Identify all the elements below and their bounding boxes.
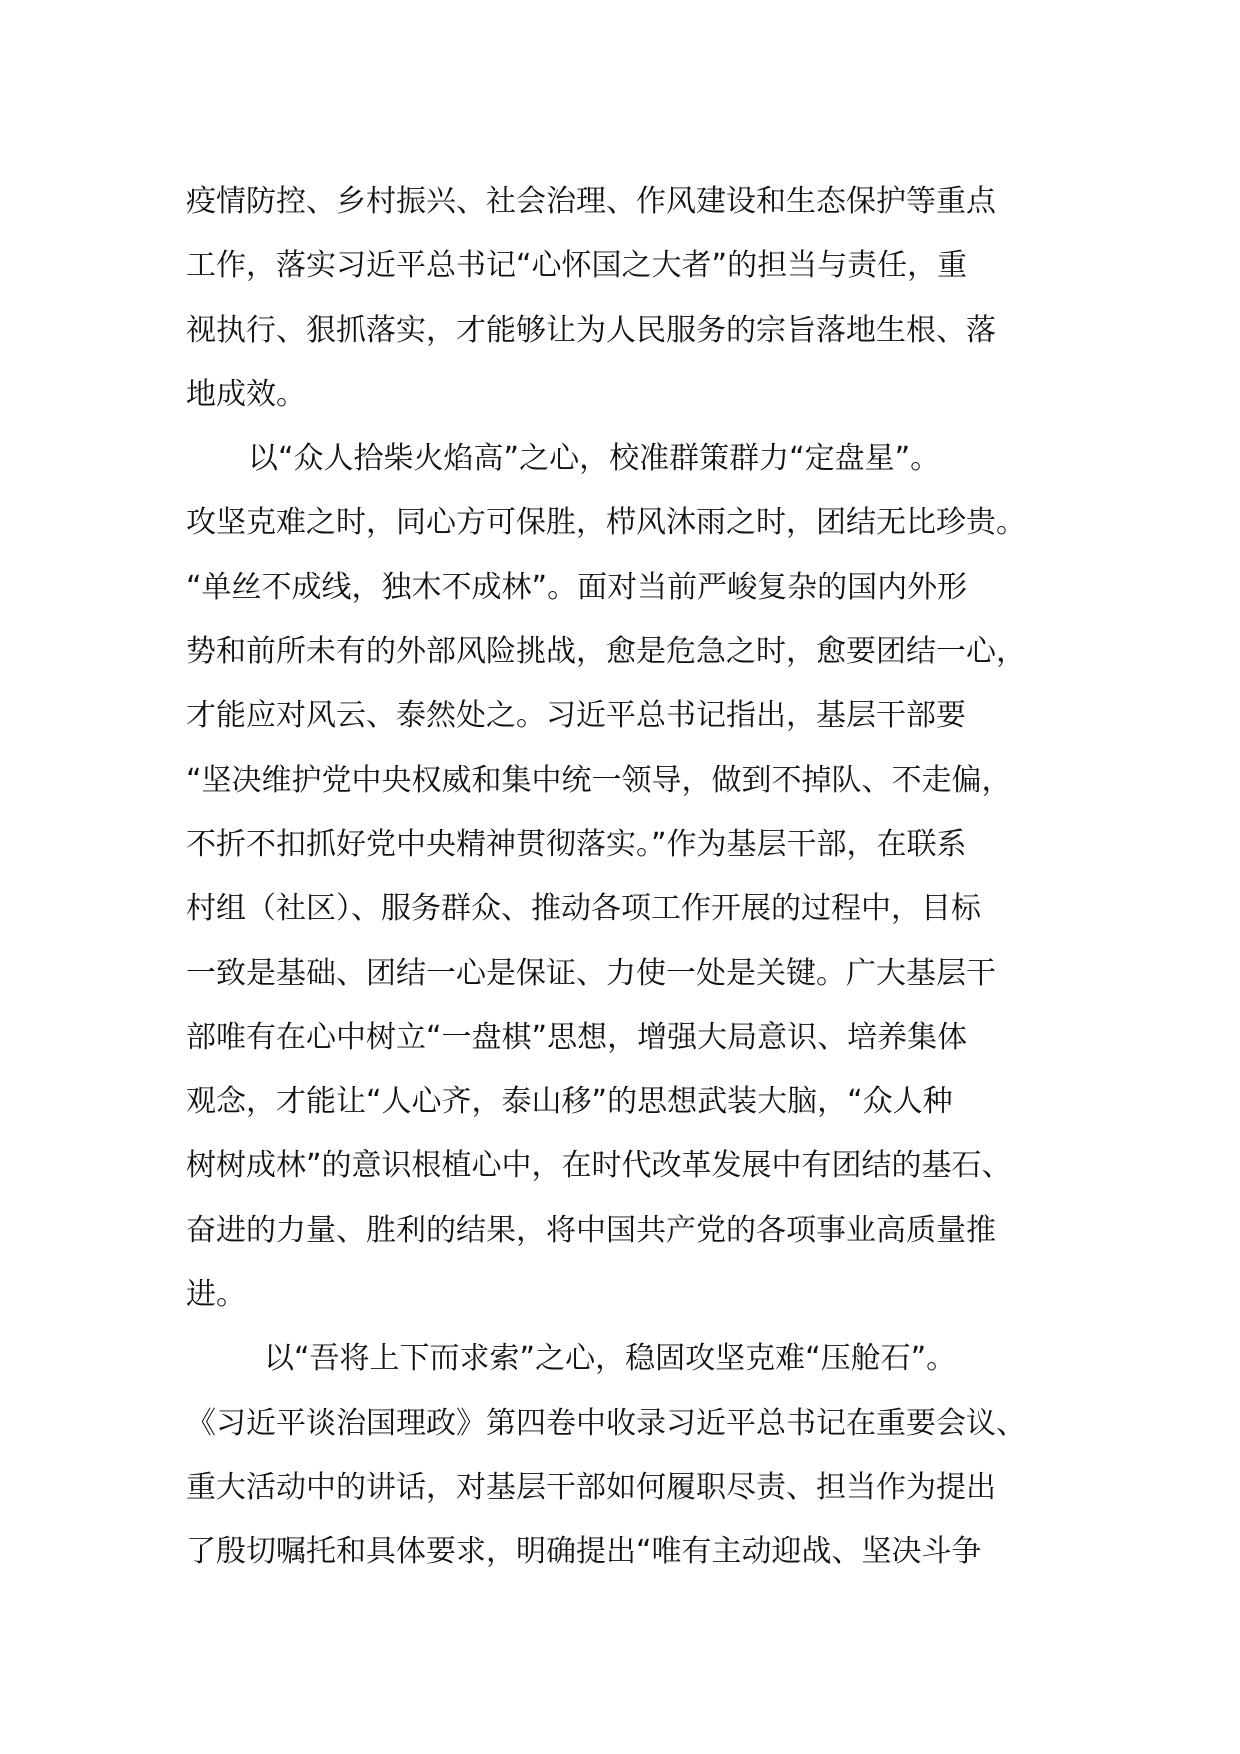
paragraph-1 xyxy=(186,170,1086,427)
text-line: 势和前所未有的外部风险挑战，愈是危急之时，愈要团结一心， xyxy=(186,634,1026,670)
text-line: “坚决维护党中央权威和集中统一领导，做到不掉队、不走偏， xyxy=(186,762,1012,798)
paragraph-3 xyxy=(186,1327,1086,1584)
text-line: “单丝不成线，独木不成林”。面对当前严峻复杂的国内外形 xyxy=(186,569,968,605)
text-line: 攻坚克难之时，同心方可保胜，栉风沐雨之时，团结无比珍贵。 xyxy=(186,505,1026,541)
text-line: 部唯有在心中树立“一盘棋”思想，增强大局意识、培养集体 xyxy=(186,1019,968,1055)
text-line: 《习近平谈治国理政》第四卷中收录习近平总书记在重要会议、 xyxy=(186,1405,1026,1441)
text-line: 不折不扣抓好党中央精神贯彻落实。”作为基层干部，在联系 xyxy=(186,826,967,862)
body-text xyxy=(186,170,1086,1585)
text-line: 村组（社区）、服务群众、推动各项工作开展的过程中，目标 xyxy=(186,891,981,927)
text-line: 以“吾将上下而求索”之心，稳固攻坚克难“压舱石”。 xyxy=(264,1341,957,1377)
text-line: 地成效。 xyxy=(186,376,306,412)
text-line: 奋进的力量、胜利的结果，将中国共产党的各项事业高质量推 xyxy=(186,1212,996,1248)
paragraph-2 xyxy=(186,427,1086,1327)
text-line: 重大活动中的讲话，对基层干部如何履职尽责、担当作为提出 xyxy=(186,1469,996,1505)
text-line: 进。 xyxy=(186,1277,246,1313)
text-line: 树树成林”的意识根植心中，在时代改革发展中有团结的基石、 xyxy=(186,1148,1012,1184)
text-line: 工作，落实习近平总书记“心怀国之大者”的担当与责任，重 xyxy=(186,248,968,284)
text-line: 以“众人拾柴火焰高”之心，校准群策群力“定盘星”。 xyxy=(248,441,941,477)
text-line: 一致是基础、团结一心是保证、力使一处是关键。广大基层干 xyxy=(186,955,996,991)
text-line: 疫情防控、乡村振兴、社会治理、作风建设和生态保护等重点 xyxy=(186,184,996,219)
text-line: 才能应对风云、泰然处之。习近平总书记指出，基层干部要 xyxy=(186,698,966,734)
text-line: 视执行、狠抓落实，才能够让为人民服务的宗旨落地生根、落 xyxy=(186,312,996,348)
text-line: 了殷切嘱托和具体要求，明确提出“唯有主动迎战、坚决斗争 xyxy=(186,1534,982,1570)
text-line: 观念，才能让“人心齐，泰山移”的思想武装大脑，“众人种 xyxy=(186,1084,953,1120)
